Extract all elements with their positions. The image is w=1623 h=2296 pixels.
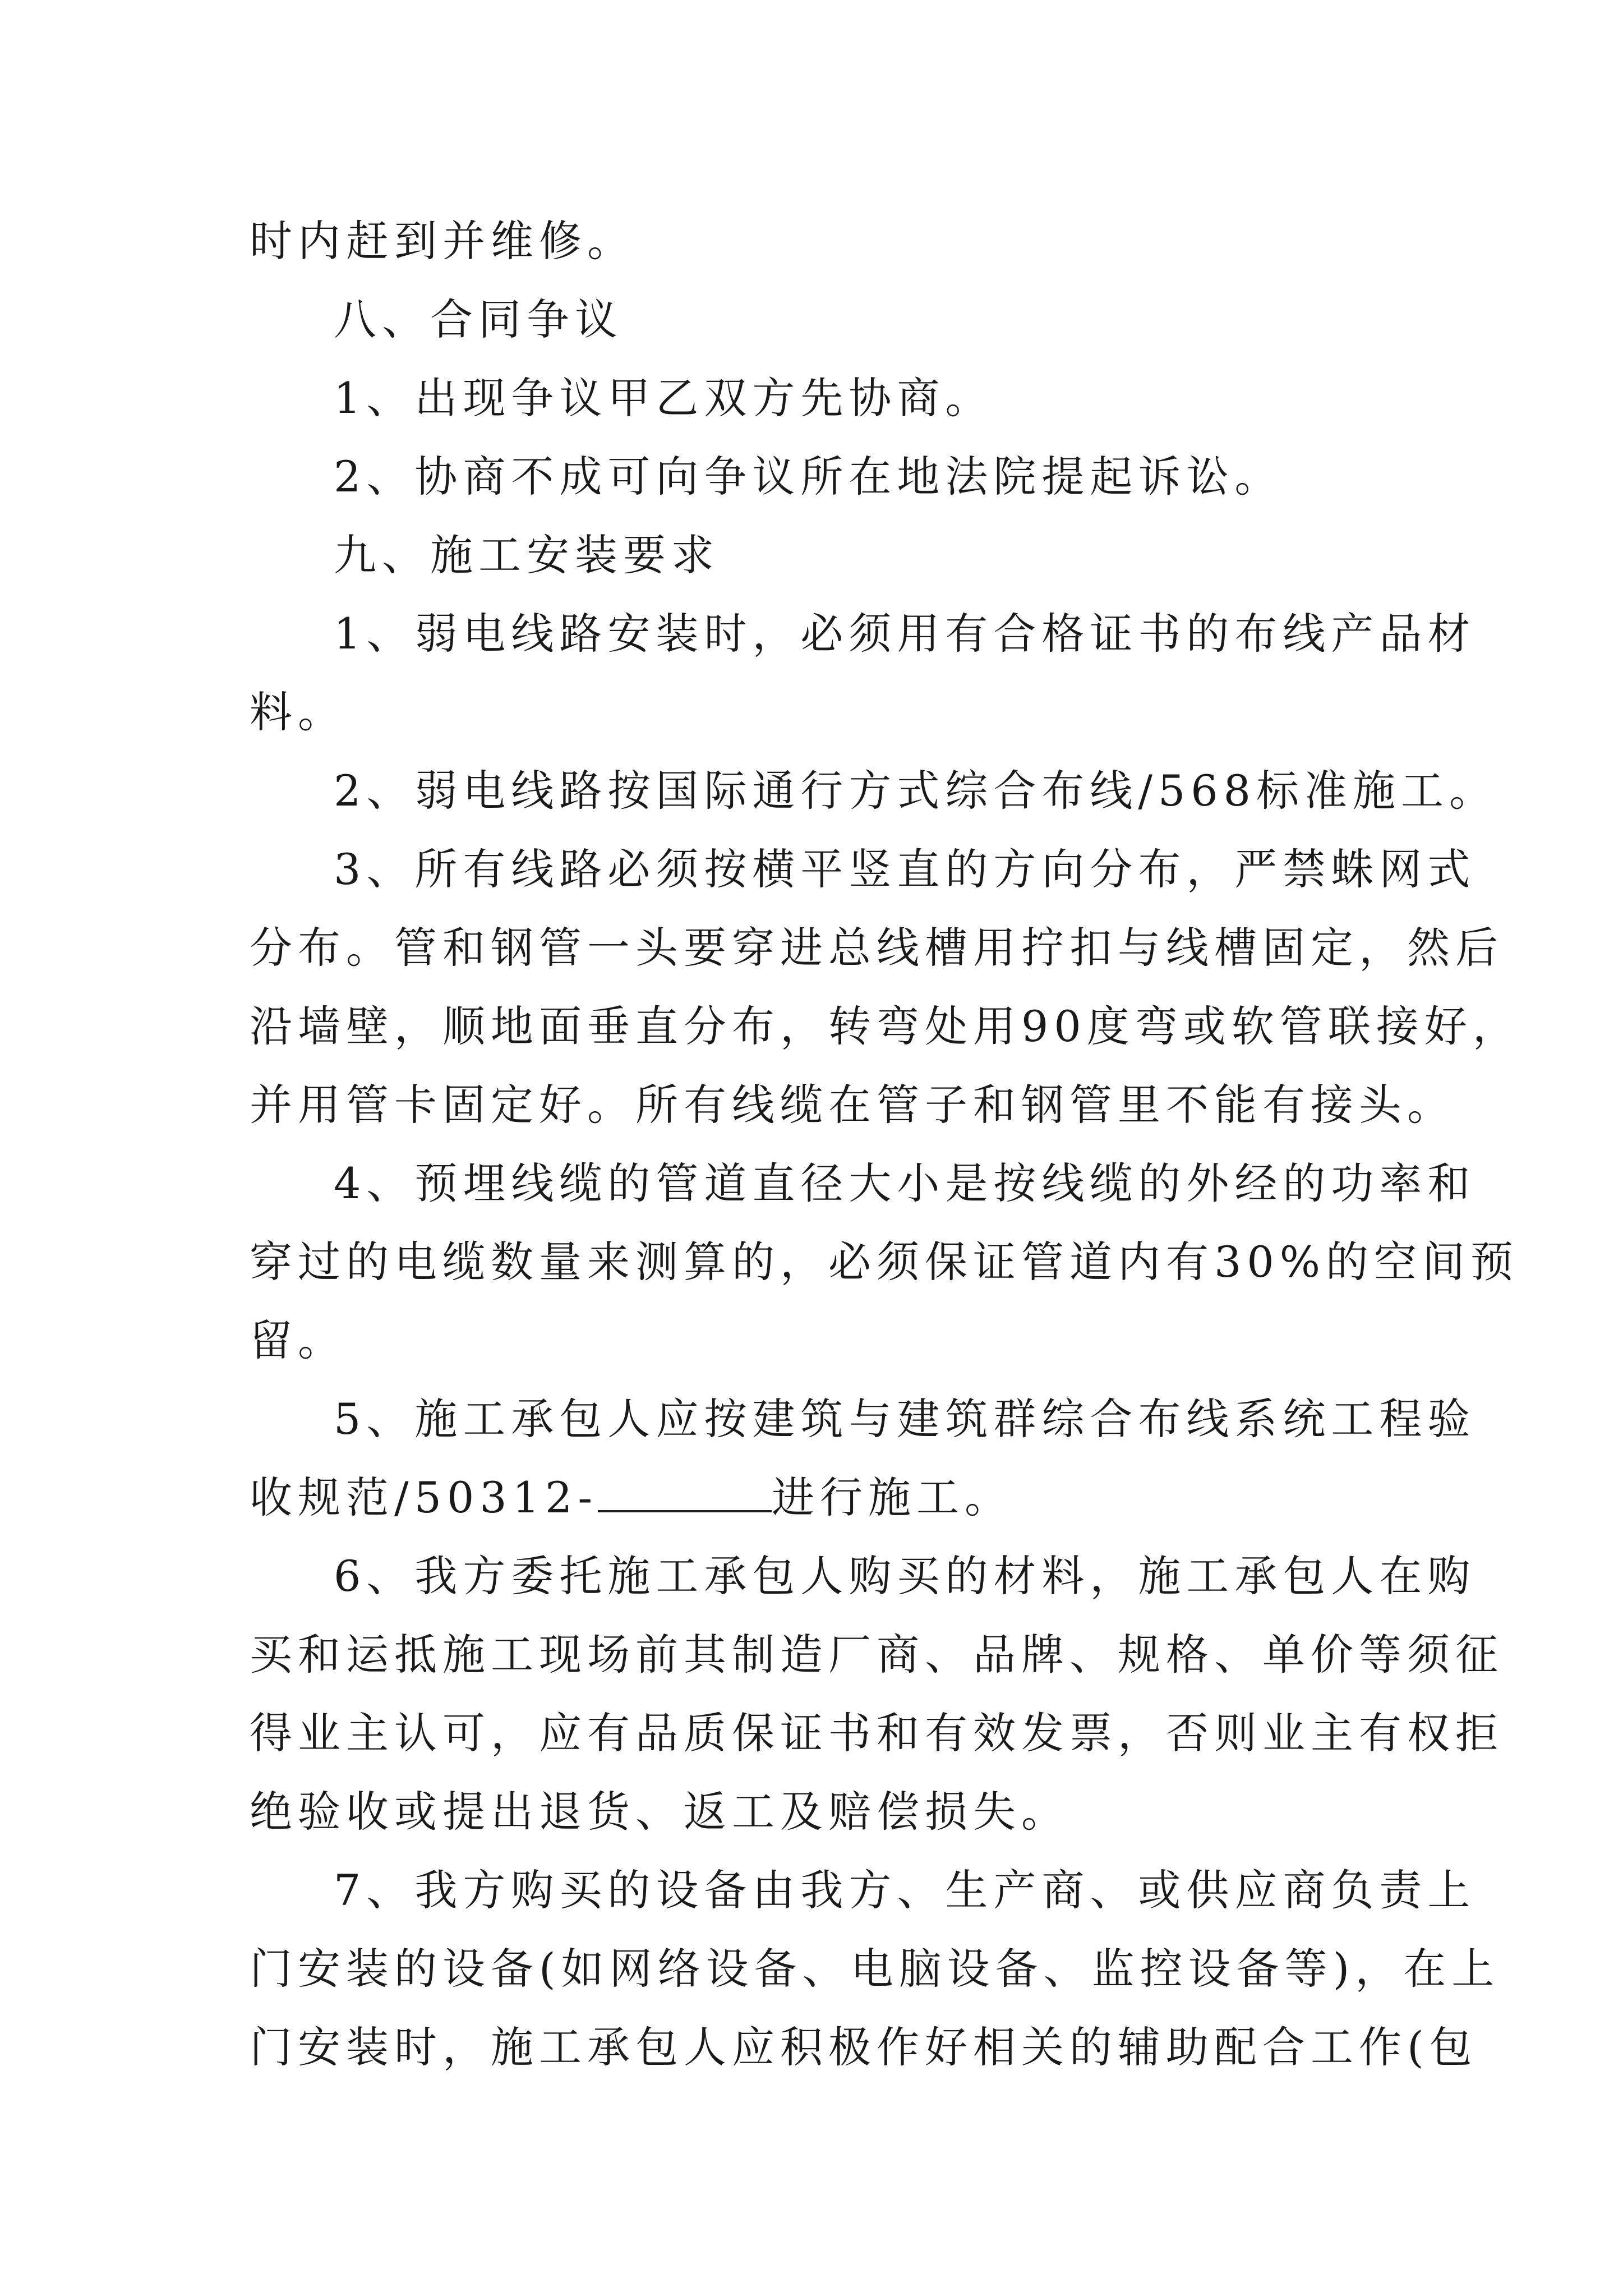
text-line: 6、我方委托施工承包人购买的材料，施工承包人在购 <box>334 1551 1476 1601</box>
section-heading-contract-dispute: 八、合同争议 <box>334 295 623 344</box>
text-line: 门安装时，施工承包人应积极作好相关的辅助配合工作(包 <box>250 2022 1478 2072</box>
text-segment: 收规范/50312- <box>250 1473 598 1522</box>
section-heading-installation-requirements: 九、施工安装要求 <box>334 530 720 580</box>
text-line: 门安装的设备(如网络设备、电脑设备、监控设备等)，在上 <box>250 1944 1500 1994</box>
text-line: 1、弱电线路安装时，必须用有合格证书的布线产品材 <box>334 609 1476 659</box>
text-line: 留。 <box>250 1315 346 1365</box>
text-line: 1、出现争议甲乙双方先协商。 <box>334 373 994 423</box>
text-line-with-blank <box>250 1456 1013 1540</box>
text-line: 2、弱电线路按国际通行方式综合布线/568标准施工。 <box>334 766 1498 816</box>
fill-in-blank <box>598 1476 772 1512</box>
text-line: 绝验收或提出退货、返工及赔偿损失。 <box>250 1787 1069 1837</box>
text-line: 3、所有线路必须按横平竖直的方向分布，严禁蛛网式 <box>334 844 1476 894</box>
text-segment: 进行施工。 <box>772 1473 1013 1522</box>
text-line: 买和运抵施工现场前其制造厂商、品牌、规格、单价等须征 <box>250 1630 1504 1680</box>
text-line: 7、我方购买的设备由我方、生产商、或供应商负责上 <box>334 1865 1476 1915</box>
text-line: 沿墙壁，顺地面垂直分布，转弯处用90度弯或软管联接好， <box>250 1001 1521 1051</box>
text-line: 分布。管和钢管一头要穿进总线槽用拧扣与线槽固定，然后 <box>250 923 1504 973</box>
text-line: 得业主认可，应有品质保证书和有效发票，否则业主有权拒 <box>250 1708 1504 1758</box>
text-line: 穿过的电缆数量来测算的，必须保证管道内有30%的空间预 <box>250 1237 1519 1287</box>
text-line: 4、预埋线缆的管道直径大小是按线缆的外经的功率和 <box>334 1158 1476 1208</box>
text-line: 并用管卡固定好。所有线缆在管子和钢管里不能有接头。 <box>250 1080 1455 1130</box>
text-line: 时内赶到并维修。 <box>250 216 635 266</box>
text-line: 2、协商不成可向争议所在地法院提起诉讼。 <box>334 452 1283 501</box>
text-line: 料。 <box>250 687 346 737</box>
text-line: 5、施工承包人应按建筑与建筑群综合布线系统工程验 <box>334 1394 1476 1444</box>
